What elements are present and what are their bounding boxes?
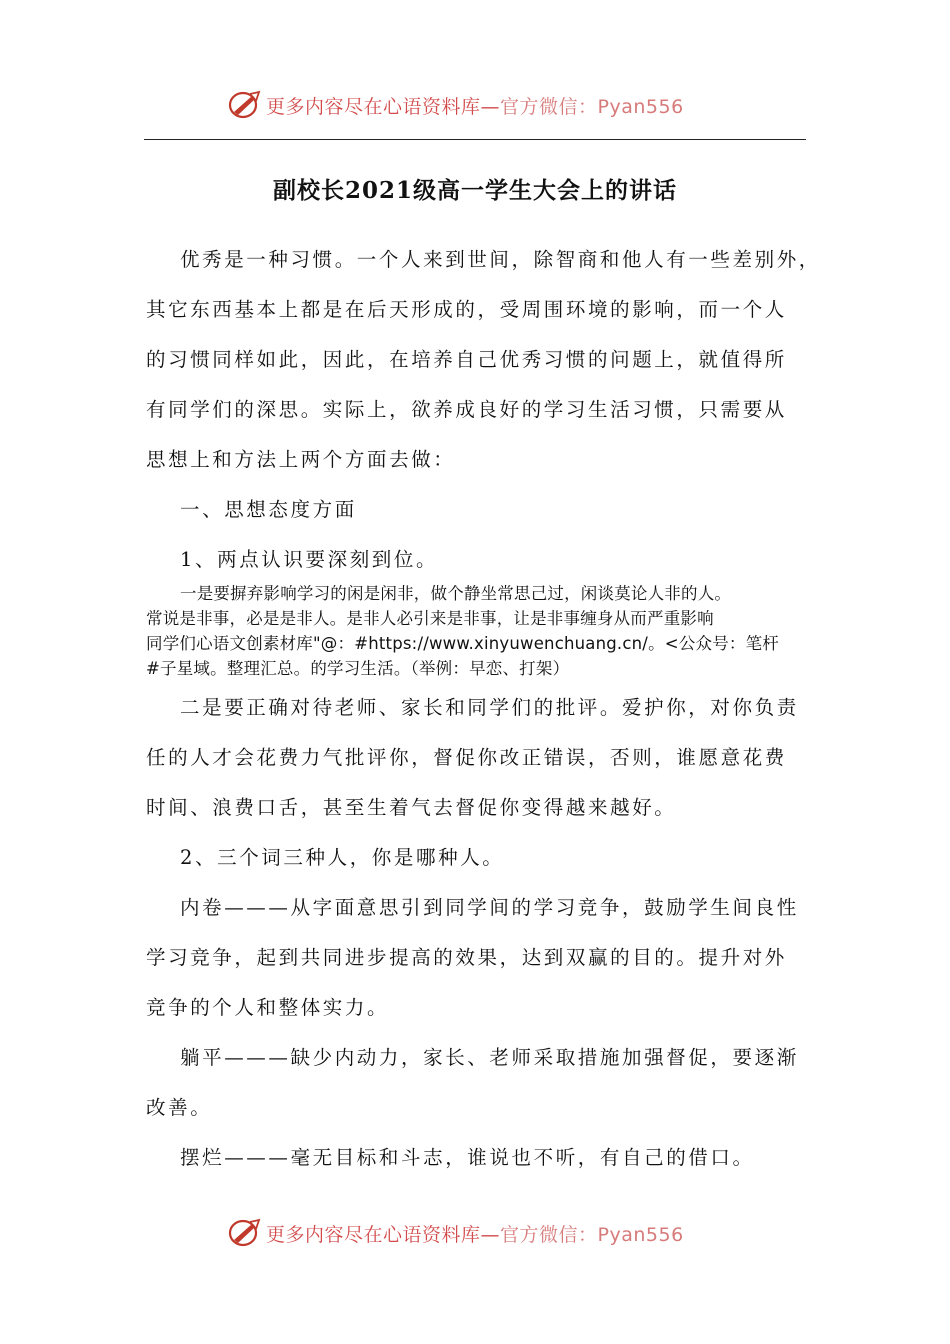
body-line: 的习惯同样如此，因此，在培养自己优秀习惯的问题上，就值得所 [146,348,787,371]
banner-text [266,1220,684,1247]
header-banner [0,84,950,124]
body-line: 躺平———缺少内动力，家长、老师采取措施加强督促，要逐渐 [180,1046,799,1069]
banner-wechat-label: 官方微信： [500,1224,598,1246]
body-line: 其它东西基本上都是在后天形成的，受周围环境的影响，而一个人 [146,298,787,321]
body-line: 竞争的个人和整体实力。 [146,996,390,1019]
inserted-line: 常说是非事，必是是非人。是非人必引来是非事，让是非事缠身从而严重影响 [146,609,714,628]
banner-wechat-id: Pyan556 [597,1224,684,1246]
body-line: 时间、浪费口舌，甚至生着气去督促你变得越来越好。 [146,796,677,819]
body-line: 任的人才会花费力气批评你，督促你改正错误，否则，谁愿意花费 [146,746,787,769]
banner-dash: — [480,1224,501,1246]
section-heading: 一、思想态度方面 [180,498,357,521]
body-line: 学习竞争，起到共同进步提高的效果，达到双赢的目的。提升对外 [146,946,787,969]
header-divider [144,139,806,140]
quill-logo-icon [228,90,262,120]
document-title: 副校长2021级高一学生大会上的讲话 [272,177,677,204]
body-line: 优秀是一种习惯。一个人来到世间，除智商和他人有一些差别外， [180,248,821,271]
footer-banner [0,1212,950,1252]
banner-text [266,92,684,119]
body-line: 有同学们的深思。实际上，欲养成良好的学习生活习惯，只需要从 [146,398,787,421]
inserted-line: 同学们心语文创素材库"@：#https://www.xinyuwenchuang.cn/。<公众号：笔杆 [146,634,779,653]
inserted-line: #子星域。整理汇总。的学习生活。（举例：早恋、打架） [146,659,570,678]
body-line: 摆烂———毫无目标和斗志，谁说也不听，有自己的借口。 [180,1146,755,1169]
inserted-line: 一是要摒弃影响学习的闲是闲非，做个静坐常思己过，闲谈莫论人非的人。 [180,584,732,603]
body-line: 思想上和方法上两个方面去做： [146,448,456,471]
subsection-heading: 1、两点认识要深刻到位。 [180,548,439,571]
body-line: 二是要正确对待老师、家长和同学们的批评。爱护你，对你负责 [180,696,799,719]
quill-logo-icon [228,1218,262,1248]
subsection-heading: 2、三个词三种人，你是哪种人。 [180,846,505,869]
body-line: 改善。 [146,1096,213,1119]
banner-wechat-id: Pyan556 [597,96,684,118]
banner-wechat-label: 官方微信： [500,96,598,118]
banner-site: 更多内容尽在心语资料库 [266,1224,481,1246]
banner-site: 更多内容尽在心语资料库 [266,96,481,118]
banner-dash: — [480,96,501,118]
body-line: 内卷———从字面意思引到同学间的学习竞争，鼓励学生间良性 [180,896,799,919]
